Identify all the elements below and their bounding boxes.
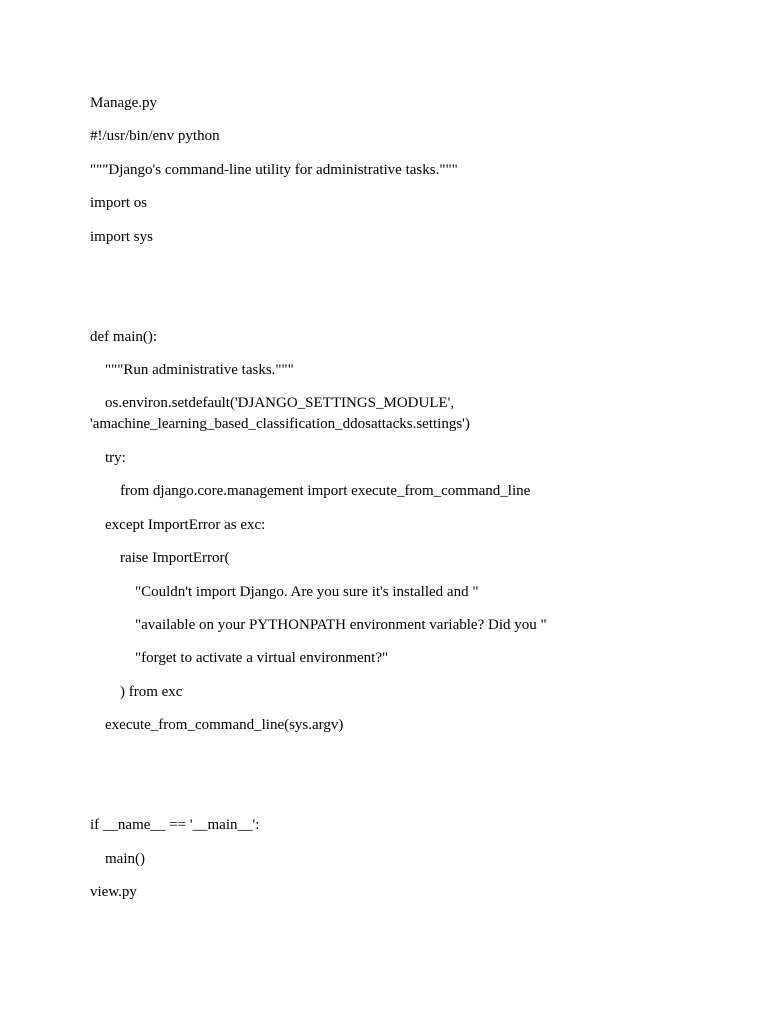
code-line-from-exc: ) from exc [120, 684, 183, 700]
code-line-func-docstring: """Run administrative tasks.""" [105, 362, 294, 378]
file-heading-view: view.py [90, 884, 137, 900]
code-line-from-import: from django.core.management import execute_from_command_line [120, 483, 531, 499]
code-line-message-1: "Couldn't import Django. Are you sure it's installed and " [135, 584, 479, 600]
code-line-try: try: [105, 450, 126, 466]
code-line-module-docstring: """Django's command-line utility for administrative tasks.""" [90, 162, 458, 178]
code-line-raise: raise ImportError( [120, 550, 230, 566]
code-line-import-sys: import sys [90, 229, 153, 245]
code-line-if-main: if __name__ == '__main__': [90, 817, 260, 833]
code-line-shebang: #!/usr/bin/env python [90, 128, 220, 144]
code-line-def-main: def main(): [90, 329, 158, 345]
code-line-setdefault-1: os.environ.setdefault('DJANGO_SETTINGS_MODULE', [105, 395, 455, 411]
code-line-message-2: "available on your PYTHONPATH environment variable? Did you " [135, 617, 547, 633]
code-line-message-3: "forget to activate a virtual environment?" [135, 650, 389, 666]
code-line-except: except ImportError as exc: [105, 517, 266, 533]
file-heading-manage: Manage.py [90, 95, 158, 111]
code-line-execute: execute_from_command_line(sys.argv) [105, 717, 344, 733]
code-line-import-os: import os [90, 195, 148, 211]
code-line-setdefault-2: 'amachine_learning_based_classification_ddosattacks.settings') [90, 416, 470, 432]
code-line-main-call: main() [105, 851, 145, 867]
